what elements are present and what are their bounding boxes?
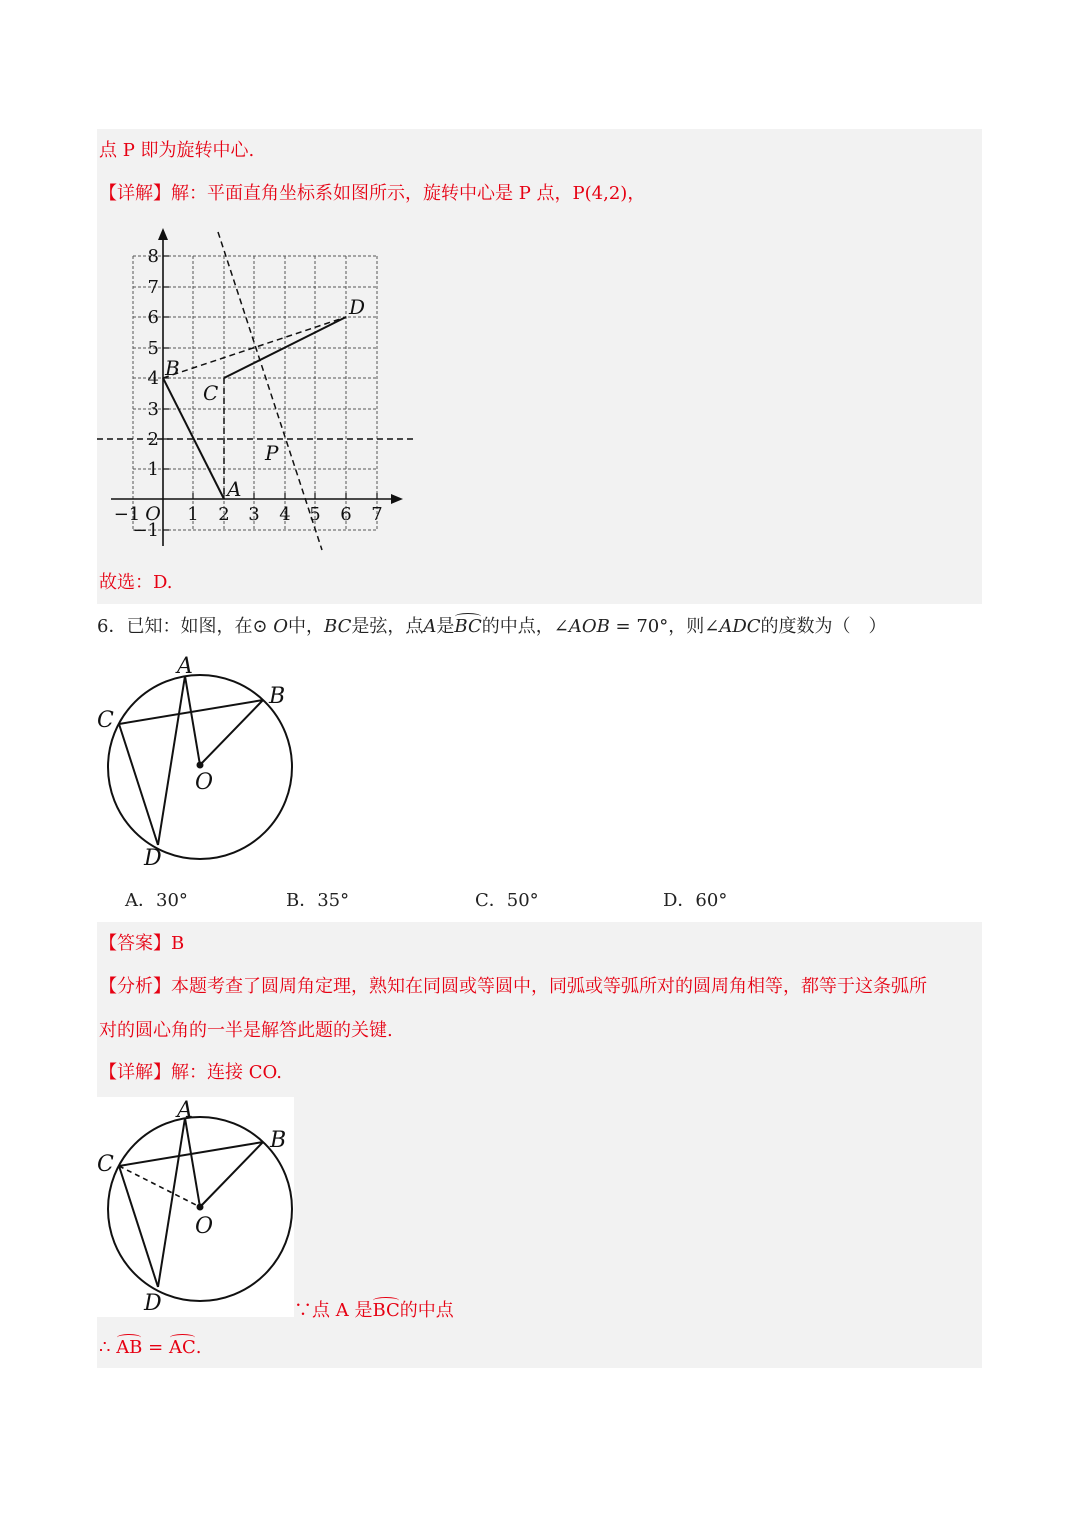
- circle-label-d: D: [144, 846, 162, 870]
- answer-tag: 【答案】: [99, 933, 171, 954]
- because-text-2: 的中点: [399, 1300, 454, 1321]
- because-line: [294, 1299, 454, 1323]
- q-text-3: 是弦，点: [351, 616, 424, 637]
- therefore-symbol: ∴: [99, 1337, 117, 1358]
- q-circle-o: O: [273, 616, 289, 637]
- q-text-1: 已知：如图，在: [126, 616, 253, 637]
- arc-ab: AB: [116, 1337, 143, 1358]
- circle-figure-solution: [97, 1097, 294, 1317]
- solution-label-d: D: [144, 1291, 162, 1316]
- because-text-1: ∵点 A 是: [294, 1300, 373, 1321]
- x-tick-5: 5: [309, 504, 321, 525]
- x-tick-neg1: −1: [113, 504, 141, 525]
- circle-symbol: ⊙: [252, 616, 268, 637]
- question-6-stem: [97, 615, 887, 639]
- q-angle-adc: ∠ADC: [704, 616, 761, 637]
- detail-tag: 【详解】: [99, 183, 171, 204]
- x-tick-3: 3: [248, 504, 260, 525]
- period: .: [195, 1337, 202, 1358]
- y-tick-4: 4: [147, 368, 159, 389]
- option-b[interactable]: B．35°: [286, 890, 350, 911]
- solution-label-c: C: [97, 1152, 114, 1177]
- q-angle-aob: ∠AOB: [553, 616, 610, 637]
- option-a[interactable]: A．30°: [125, 890, 188, 911]
- point-a-label: A: [227, 477, 242, 501]
- solution-label-b: B: [270, 1128, 287, 1153]
- q-text-2: 中，: [288, 616, 325, 637]
- x-tick-1: 1: [187, 504, 199, 525]
- detail-text: 解：平面直角坐标系如图所示，旋转中心是 P 点，P(4,2)，: [171, 183, 646, 204]
- option-d[interactable]: D．60°: [663, 890, 728, 911]
- solution-label-o: O: [195, 1214, 214, 1239]
- q-text-7: 的度数为（ ）: [760, 616, 887, 637]
- point-b-label: B: [165, 356, 180, 380]
- solution-panel-q5: [97, 129, 982, 604]
- point-c-label: C: [203, 381, 219, 405]
- answer-value: B: [171, 933, 185, 954]
- q-chord-bc: BC: [324, 616, 352, 637]
- y-tick-5: 5: [147, 338, 159, 359]
- q-text-6: = 70°，则: [609, 616, 705, 637]
- y-tick-neg1: −1: [132, 520, 159, 541]
- detail-line-q6: [99, 1061, 282, 1085]
- option-c[interactable]: C．50°: [475, 890, 539, 911]
- coordinate-grid-figure: [97, 224, 427, 554]
- circle-label-b: B: [269, 684, 286, 709]
- solution-label-a: A: [177, 1098, 193, 1123]
- analysis-tag: 【分析】: [99, 976, 171, 997]
- x-tick-4: 4: [279, 504, 291, 525]
- analysis-text-1: 本题考查了圆周角定理，熟知在同圆或等圆中，同弧或等弧所对的圆周角相等，都等于这条弧所: [171, 976, 927, 997]
- rotation-center-text: 点 P 即为旋转中心.: [99, 140, 255, 161]
- question-number: 6．: [97, 616, 127, 637]
- detail-tag-q6: 【详解】: [99, 1062, 171, 1083]
- q-text-4: 是: [436, 616, 455, 637]
- y-tick-6: 6: [147, 307, 159, 328]
- circle-label-a: A: [177, 655, 193, 679]
- circle-label-o: O: [195, 770, 214, 795]
- origin-label: O: [145, 503, 161, 525]
- y-tick-1: 1: [147, 459, 159, 480]
- detail-text-q6: 解：连接 CO.: [171, 1062, 282, 1083]
- analysis-line-1: [99, 975, 927, 999]
- conclusion-text: 故选：D.: [99, 572, 173, 593]
- point-d-label: D: [349, 295, 366, 319]
- detail-line: [99, 182, 645, 206]
- circle-figure-question: [97, 655, 297, 870]
- y-tick-2: 2: [147, 429, 159, 450]
- q-text-5: 的中点，: [481, 616, 554, 637]
- arc-ac: AC: [168, 1337, 196, 1358]
- y-tick-3: 3: [147, 399, 159, 420]
- x-tick-6: 6: [340, 504, 352, 525]
- therefore-line: [99, 1336, 201, 1360]
- equals-sign: =: [142, 1337, 169, 1358]
- y-tick-8: 8: [147, 246, 159, 267]
- x-tick-7: 7: [371, 504, 383, 525]
- answer-line: [99, 932, 184, 956]
- q-point-a: A: [423, 616, 437, 637]
- because-arc-bc: BC: [372, 1300, 400, 1321]
- answer-panel-q6: [97, 922, 982, 1368]
- circle-label-c: C: [97, 708, 114, 733]
- x-tick-2: 2: [218, 504, 230, 525]
- q-arc-bc: BC: [454, 616, 482, 637]
- analysis-line-2: 对的圆心角的一半是解答此题的关键.: [99, 1020, 393, 1041]
- point-p-label: P: [265, 441, 279, 465]
- y-tick-7: 7: [147, 277, 159, 298]
